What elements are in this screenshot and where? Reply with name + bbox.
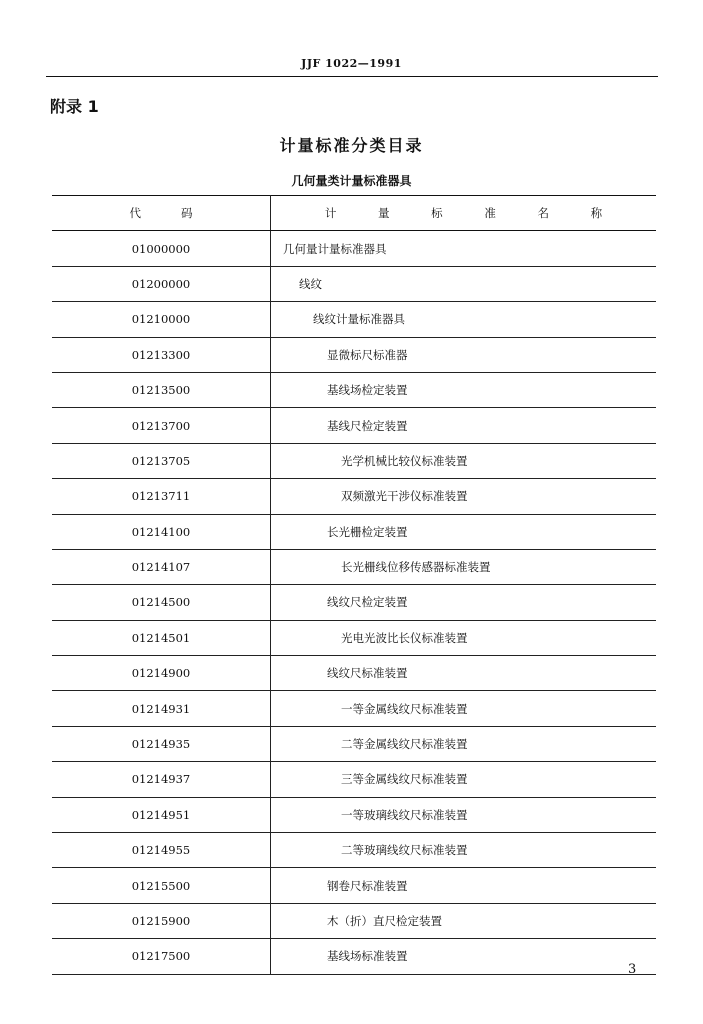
row-name: 基线场检定装置 [327,383,408,398]
table-row [52,549,656,584]
row-code: 01000000 [52,231,271,266]
table-header-row [52,196,656,231]
code-column-header: 代码 [52,196,271,231]
page-number: 3 [628,962,637,977]
row-name: 线纹尺检定装置 [327,595,408,610]
row-name: 二等金属线纹尺标准装置 [341,737,468,752]
table-row [52,726,656,761]
table-row [52,514,656,549]
table-row [52,231,656,266]
row-code: 01214500 [52,585,271,620]
row-code: 01214501 [52,620,271,655]
page-title: 计量标准分类目录 [279,136,424,155]
table-row [52,372,656,407]
row-name: 一等金属线纹尺标准装置 [341,701,468,716]
table-subtitle: 几何量类计量标准器具 [291,174,412,188]
table-row [52,656,656,691]
name-header-char: 准 [484,206,496,221]
table-row [52,691,656,726]
row-code: 01214100 [52,514,271,549]
row-code: 01214951 [52,797,271,832]
name-header-char: 名 [537,206,549,221]
row-name: 基线场标准装置 [327,949,408,964]
row-code: 01213500 [52,372,271,407]
catalog-table [52,195,656,975]
table-row [52,797,656,832]
name-header-char: 称 [590,206,603,221]
row-name: 基线尺检定装置 [327,418,408,433]
row-name: 线纹 [299,276,322,291]
row-name: 长光栅线位移传感器标准装置 [341,560,491,575]
table-row [52,408,656,443]
standard-code: JJF 1022—1991 [301,57,402,70]
row-code: 01210000 [52,302,271,337]
row-code: 01214937 [52,762,271,797]
row-code: 01214900 [52,656,271,691]
row-code: 01213300 [52,337,271,372]
row-name: 木（折）直尺检定装置 [327,914,442,928]
table-row [52,868,656,903]
row-code: 01214955 [52,833,271,868]
appendix-label: 附录 1 [50,97,99,116]
row-name: 显微标尺标准器 [327,347,408,362]
row-code: 01200000 [52,266,271,301]
row-name: 线纹尺标准装置 [327,666,408,681]
table-row [52,266,656,301]
table-row [52,337,656,372]
row-code: 01215900 [52,903,271,938]
table-row [52,479,656,514]
row-code: 01213705 [52,443,271,478]
row-name: 几何量计量标准器具 [283,241,387,256]
row-code: 01214931 [52,691,271,726]
row-name: 长光栅检定装置 [327,524,408,539]
table-row [52,903,656,938]
table-row [52,302,656,337]
row-name: 线纹计量标准器具 [313,312,405,327]
row-code: 01217500 [52,939,271,974]
row-code: 01214107 [52,549,271,584]
table-row [52,762,656,797]
row-name: 二等玻璃线纹尺标准装置 [341,843,468,858]
row-code: 01214935 [52,726,271,761]
row-code: 01215500 [52,868,271,903]
row-code: 01213711 [52,479,271,514]
row-name: 钢卷尺标准装置 [327,878,408,893]
row-name: 双频激光干涉仪标准装置 [341,489,468,504]
table-row [52,585,656,620]
table-row [52,939,656,974]
header-rule [46,76,658,77]
name-header-char: 标 [431,206,443,221]
row-name: 一等玻璃线纹尺标准装置 [341,807,468,822]
table-row [52,833,656,868]
name-column-header [271,196,657,231]
name-header-char: 量 [378,206,390,221]
row-code: 01213700 [52,408,271,443]
row-name: 光学机械比较仪标准装置 [341,453,468,468]
name-header-char: 计 [324,206,337,221]
row-name: 光电光波比长仪标准装置 [341,630,468,645]
table-row [52,620,656,655]
table-row [52,443,656,478]
row-name: 三等金属线纹尺标准装置 [341,772,468,787]
